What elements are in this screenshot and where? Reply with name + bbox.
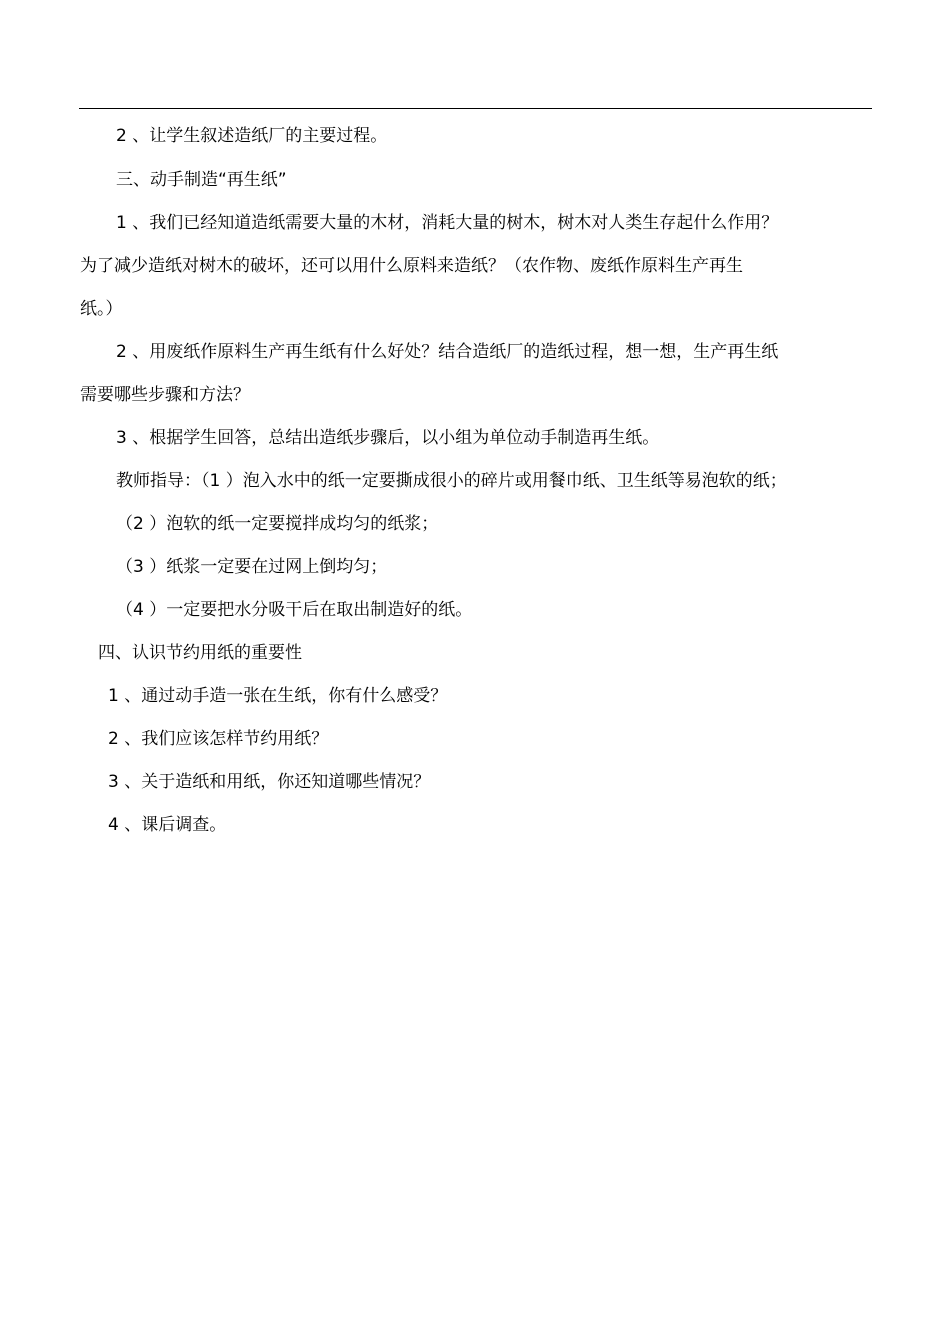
text-line-3: 1 、我们已经知道造纸需要大量的木材，消耗大量的树木，树木对人类生存起什么作用？ — [116, 213, 779, 233]
list-item-4: 4 、课后调查。 — [108, 815, 227, 835]
list-item-2: 2 、我们应该怎样节约用纸？ — [108, 729, 329, 749]
text-line-8: 3 、根据学生回答，总结出造纸步骤后，以小组为单位动手制造再生纸。 — [116, 428, 660, 448]
guidance-item-3: （3 ）纸浆一定要在过网上倒均匀； — [116, 557, 388, 577]
header-rule — [79, 108, 872, 109]
text-line-7: 需要哪些步骤和方法？ — [80, 385, 250, 405]
guidance-item-4: （4 ）一定要把水分吸干后在取出制造好的纸。 — [116, 600, 473, 620]
section-heading-4: 四、认识节约用纸的重要性 — [98, 643, 302, 663]
list-item-3: 3 、关于造纸和用纸，你还知道哪些情况？ — [108, 772, 431, 792]
text-line-5: 纸。） — [80, 299, 123, 319]
section-heading-3: 三、动手制造“再生纸” — [116, 170, 287, 190]
text-line-6: 2 、用废纸作原料生产再生纸有什么好处？结合造纸厂的造纸过程，想一想，生产再生纸 — [116, 342, 779, 362]
text-line-4: 为了减少造纸对树木的破坏，还可以用什么原料来造纸？（农作物、废纸作原料生产再生 — [80, 256, 743, 276]
teacher-guidance-line: 教师指导：（1 ）泡入水中的纸一定要撕成很小的碎片或用餐巾纸、卫生纸等易泡软的纸； — [116, 471, 787, 491]
text-line-1: 2 、让学生叙述造纸厂的主要过程。 — [116, 126, 388, 146]
list-item-1: 1 、通过动手造一张在生纸，你有什么感受？ — [108, 686, 448, 706]
guidance-item-2: （2 ）泡软的纸一定要搅拌成均匀的纸浆； — [116, 514, 439, 534]
